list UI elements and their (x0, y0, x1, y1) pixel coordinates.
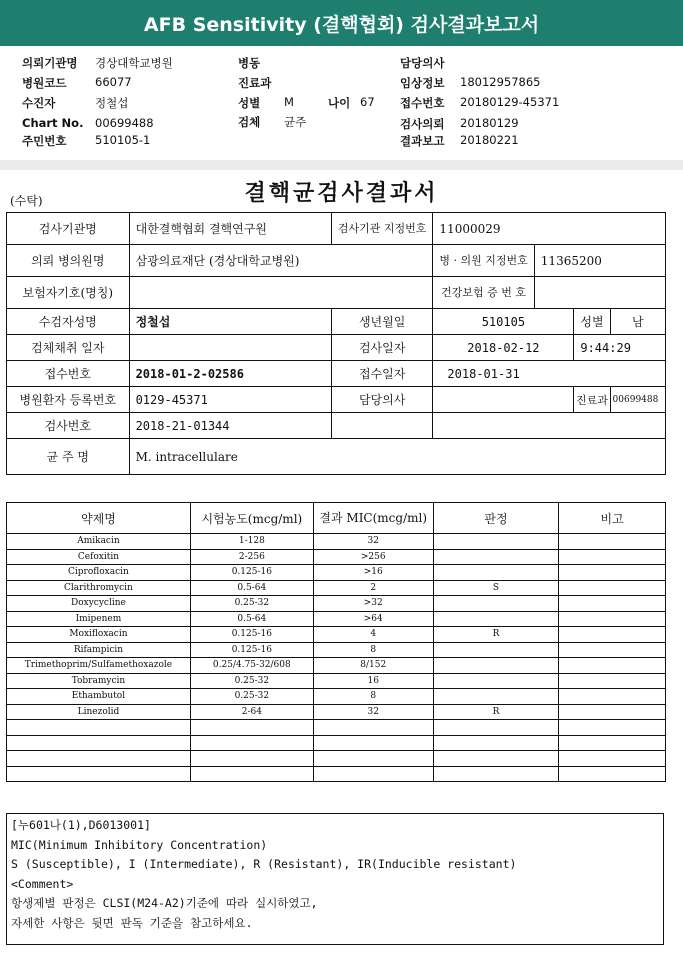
insurance-value (129, 277, 433, 309)
interpretation-cell: R (433, 627, 559, 643)
test-date-label: 검사일자 (331, 335, 433, 361)
mic-cell: 16 (313, 673, 433, 689)
interpretation-cell (433, 766, 559, 782)
note-line: 항생제별 판정은 CLSI(M24-A2)기준에 따라 실시하였고, (11, 896, 318, 910)
age-value: 67 (360, 95, 375, 109)
note-line: [누601나(1),D6013001] (11, 818, 151, 832)
mic-cell: 32 (313, 534, 433, 550)
table-row (7, 751, 666, 767)
remarks-cell (559, 549, 666, 565)
table-row (7, 642, 666, 658)
concentration-cell (190, 766, 313, 782)
interpretation-cell (433, 642, 559, 658)
sex-label: 성별 (238, 96, 261, 110)
table-row (7, 627, 666, 643)
lab-label: 검사기관명 (7, 213, 130, 245)
drug-name-cell (7, 735, 191, 751)
mic-cell: >256 (313, 549, 433, 565)
concentration-cell (190, 751, 313, 767)
report-banner (0, 0, 683, 46)
concentration-cell (190, 720, 313, 736)
interpretation-cell (433, 658, 559, 674)
table-row (7, 689, 666, 705)
insurance-label: 보험자기호(명칭) (7, 277, 130, 309)
interpretation-cell (433, 673, 559, 689)
concentration-cell: 2-256 (190, 549, 313, 565)
recv-date-label: 접수일자 (331, 361, 433, 387)
drug-sensitivity-table (6, 502, 666, 782)
drug-name-cell (7, 766, 191, 782)
mic-cell (313, 720, 433, 736)
hosp-code-label: 병원코드 (22, 76, 67, 90)
table-row (7, 673, 666, 689)
test-label: 검체 (238, 115, 261, 129)
col-mic: 결과 MIC(mcg/ml) (313, 503, 433, 534)
interpretation-cell: R (433, 704, 559, 720)
remarks-cell (559, 565, 666, 581)
banner-title: AFB Sensitivity (결핵협회) 검사결과보고서 (143, 13, 540, 36)
collect-date-label: 검체채취 일자 (7, 335, 130, 361)
concentration-cell: 0.125-16 (190, 565, 313, 581)
drug-table-header (7, 503, 666, 534)
test-value: 균주 (284, 115, 307, 129)
mic-cell (313, 766, 433, 782)
interpretation-cell (433, 565, 559, 581)
remarks-cell (559, 658, 666, 674)
birth-label: 생년월일 (331, 309, 433, 335)
remarks-cell (559, 720, 666, 736)
name-value: 정철섭 (129, 309, 331, 335)
mic-cell: >64 (313, 611, 433, 627)
sex-label-cell: 성별 (574, 309, 610, 335)
col-concentration: 시험농도(mcg/ml) (190, 503, 313, 534)
req-org-value: 경상대학교병원 (95, 56, 173, 70)
report-title: 결핵균검사결과서 (244, 180, 439, 206)
strain-label: 균 주 명 (7, 439, 130, 475)
concentration-cell: 2-64 (190, 704, 313, 720)
table-row (7, 580, 666, 596)
concentration-cell: 0.25-32 (190, 673, 313, 689)
table-row (7, 720, 666, 736)
ward-label: 병동 (238, 56, 261, 70)
name-label: 수검자성명 (7, 309, 130, 335)
table-row (7, 704, 666, 720)
id-label: 주민번호 (22, 134, 67, 148)
drug-name-cell: Tobramycin (7, 673, 191, 689)
chart-label: Chart No. (22, 116, 84, 130)
lab-no-label: 검사기관 지정번호 (331, 213, 433, 245)
mic-cell: 8 (313, 642, 433, 658)
report-date-label: 결과보고 (400, 134, 445, 148)
req-no-value: 11365200 (534, 245, 665, 277)
req-date-value: 20180129 (460, 116, 519, 130)
mic-cell: >32 (313, 596, 433, 612)
interpretation-cell (433, 596, 559, 612)
specimen-info-table (6, 212, 666, 475)
mic-cell: 32 (313, 704, 433, 720)
table-row (7, 534, 666, 550)
req-date-label: 검사의뢰 (400, 117, 445, 131)
note-line: 자세한 사항은 뒷면 판독 기준을 참고하세요. (11, 915, 253, 930)
note-line: <Comment> (11, 876, 74, 891)
interpretation-cell (433, 735, 559, 751)
sex-value-cell: 남 (610, 309, 665, 335)
concentration-cell: 1-128 (190, 534, 313, 550)
drug-name-cell: Rifampicin (7, 642, 191, 658)
patient-label: 수진자 (22, 96, 56, 110)
dept-label-cell: 진료과 (574, 387, 610, 413)
concentration-cell: 0.25-32 (190, 596, 313, 612)
req-hosp-label: 의뢰 병의원명 (7, 245, 130, 277)
reg-no-value: 0129-45371 (129, 387, 331, 413)
drug-name-cell: Trimethoprim/Sulfamethoxazole (7, 658, 191, 674)
drug-name-cell: Amikacin (7, 534, 191, 550)
report-tag: (수탁) (10, 194, 43, 208)
table-row (7, 549, 666, 565)
interpretation-cell (433, 720, 559, 736)
dept-label: 진료과 (238, 76, 272, 90)
concentration-cell: 0.25/4.75-32/608 (190, 658, 313, 674)
remarks-cell (559, 642, 666, 658)
exam-empty-cell (331, 413, 433, 439)
drug-name-cell: Doxycycline (7, 596, 191, 612)
strain-value: M. intracellulare (129, 439, 665, 475)
drug-name-cell: Ciprofloxacin (7, 565, 191, 581)
drug-name-cell: Moxifloxacin (7, 627, 191, 643)
remarks-cell (559, 751, 666, 767)
drug-name-cell: Clarithromycin (7, 580, 191, 596)
mic-cell: >16 (313, 565, 433, 581)
recv-no-value: 2018-01-2-02586 (129, 361, 331, 387)
drug-name-cell: Cefoxitin (7, 549, 191, 565)
mic-cell: 8 (313, 689, 433, 705)
test-date-value: 2018-02-12 (433, 335, 574, 361)
clinical-label: 임상정보 (400, 76, 445, 90)
table-row (7, 565, 666, 581)
interpretation-cell (433, 534, 559, 550)
health-card-label: 건강보험 증 번 호 (433, 277, 534, 309)
col-remarks: 비고 (559, 503, 666, 534)
concentration-cell: 0.125-16 (190, 642, 313, 658)
recv-no-label: 접수번호 (7, 361, 130, 387)
collect-date-value (129, 335, 331, 361)
drug-name-cell (7, 751, 191, 767)
reg-no-label: 병원환자 등록번호 (7, 387, 130, 413)
report-document (0, 170, 683, 962)
mic-cell (313, 735, 433, 751)
col-drug: 약제명 (7, 503, 191, 534)
col-interpretation: 판정 (433, 503, 559, 534)
drug-name-cell: Linezolid (7, 704, 191, 720)
receipt-value: 20180129-45371 (460, 95, 560, 109)
remarks-cell (559, 534, 666, 550)
receipt-label: 접수번호 (400, 96, 445, 110)
doctor-label: 담당의사 (400, 56, 445, 70)
sex-value: M (284, 95, 294, 109)
remarks-cell (559, 627, 666, 643)
req-hosp-value: 삼광의료재단 (경상대학교병원) (129, 245, 433, 277)
patient-info-header (0, 52, 683, 152)
id-value: 510105-1 (95, 133, 151, 147)
interpretation-cell: S (433, 580, 559, 596)
dept-value-cell: 00699488 (610, 387, 665, 413)
age-label: 나이 (328, 96, 351, 110)
mic-cell (313, 751, 433, 767)
remarks-cell (559, 704, 666, 720)
interpretation-cell (433, 689, 559, 705)
remarks-cell (559, 673, 666, 689)
patient-value: 정철섭 (95, 96, 129, 110)
concentration-cell: 0.5-64 (190, 580, 313, 596)
separator-bar (0, 160, 683, 170)
table-row (7, 766, 666, 782)
remarks-cell (559, 611, 666, 627)
concentration-cell: 0.25-32 (190, 689, 313, 705)
req-no-label: 병 · 의원 지정번호 (433, 245, 534, 277)
interpretation-cell (433, 549, 559, 565)
chart-value: 00699488 (95, 116, 154, 130)
doctor-value-cell (433, 387, 574, 413)
health-card-value (534, 277, 665, 309)
drug-name-cell: Imipenem (7, 611, 191, 627)
hosp-code-value: 66077 (95, 75, 132, 89)
req-org-label: 의뢰기관명 (22, 56, 78, 70)
recv-date-value: 2018-01-31 (433, 361, 666, 387)
note-line: MIC(Minimum Inhibitory Concentration) (11, 837, 268, 852)
table-row (7, 658, 666, 674)
lab-no-value: 11000029 (433, 213, 666, 245)
concentration-cell (190, 735, 313, 751)
concentration-cell: 0.5-64 (190, 611, 313, 627)
report-date-value: 20180221 (460, 133, 519, 147)
doctor-label-cell: 담당의사 (331, 387, 433, 413)
interpretation-cell (433, 611, 559, 627)
mic-cell: 2 (313, 580, 433, 596)
note-line: S (Susceptible), I (Intermediate), R (Resistant), IR(Inducible resistant) (11, 857, 517, 871)
mic-cell: 8/152 (313, 658, 433, 674)
table-row (7, 611, 666, 627)
test-time-value: 9:44:29 (574, 335, 666, 361)
drug-name-cell: Ethambutol (7, 689, 191, 705)
exam-empty-cell-2 (433, 413, 666, 439)
interpretation-cell (433, 751, 559, 767)
birth-value: 510105 (433, 309, 574, 335)
clinical-value: 18012957865 (460, 75, 541, 89)
remarks-cell (559, 735, 666, 751)
mic-cell: 4 (313, 627, 433, 643)
remarks-cell (559, 596, 666, 612)
remarks-cell (559, 689, 666, 705)
table-row (7, 735, 666, 751)
concentration-cell: 0.125-16 (190, 627, 313, 643)
notes-box (6, 813, 664, 945)
exam-no-value: 2018-21-01344 (129, 413, 331, 439)
table-row (7, 596, 666, 612)
lab-value: 대한결핵협회 결핵연구원 (129, 213, 331, 245)
exam-no-label: 검사번호 (7, 413, 130, 439)
remarks-cell (559, 766, 666, 782)
drug-name-cell (7, 720, 191, 736)
remarks-cell (559, 580, 666, 596)
